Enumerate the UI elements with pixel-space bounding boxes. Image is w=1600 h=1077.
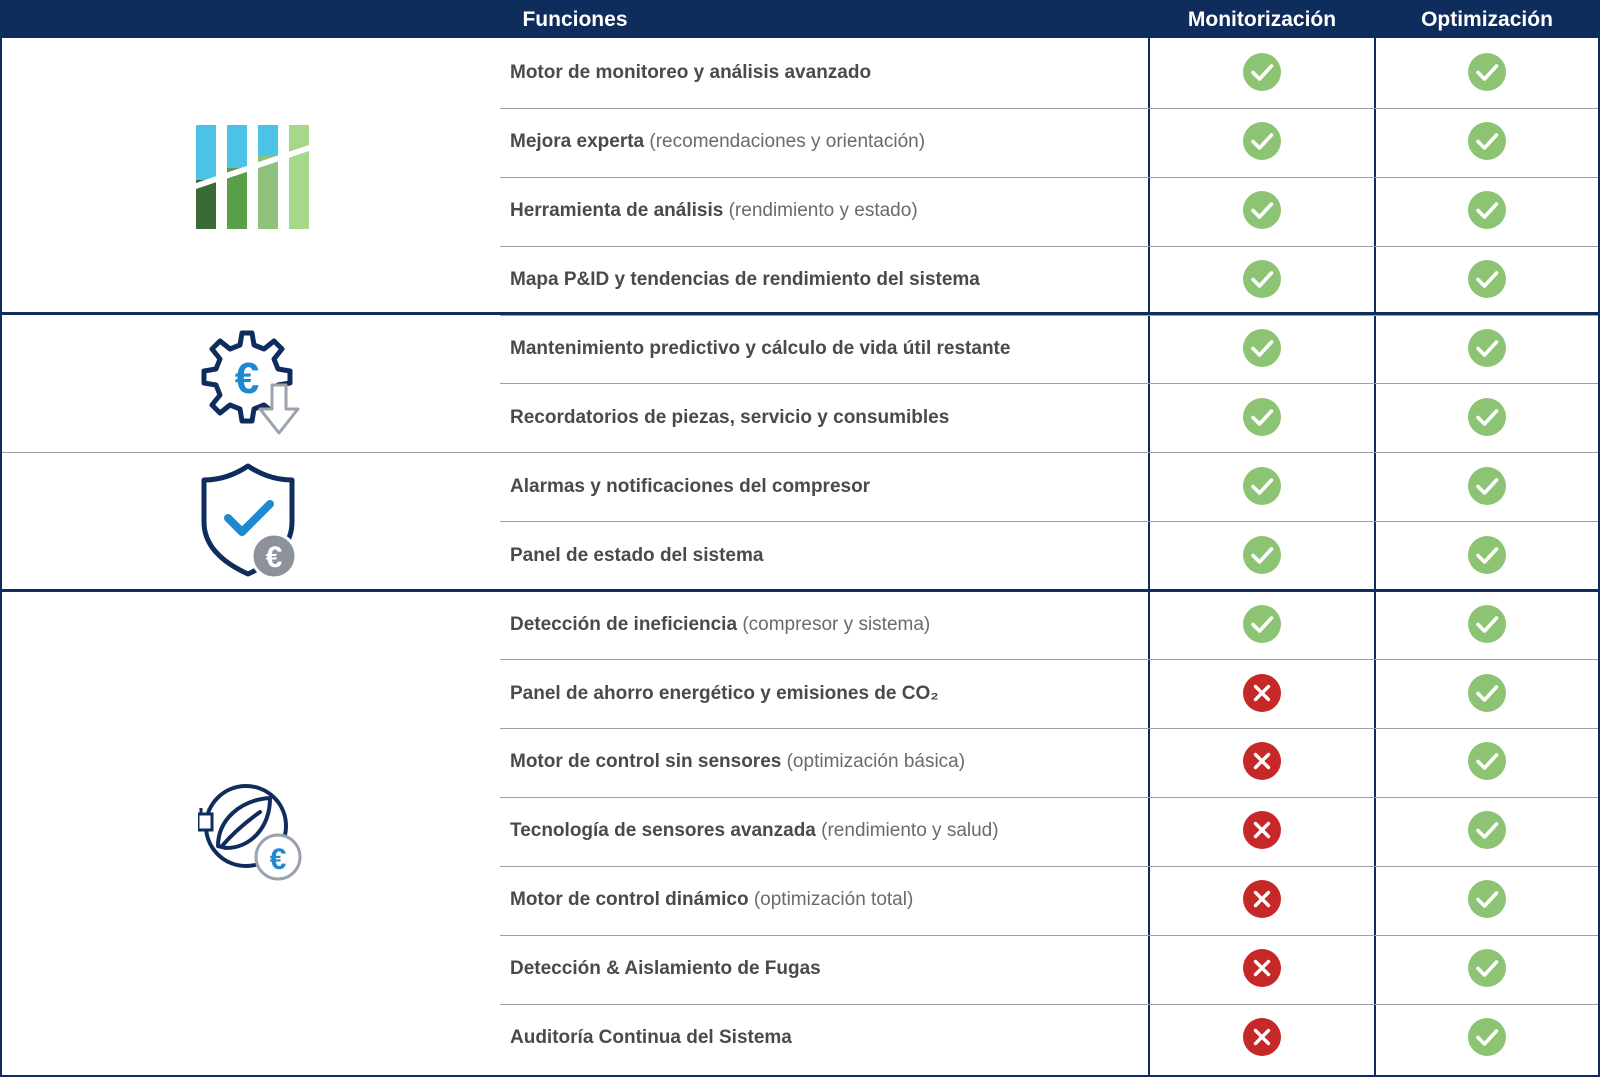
feature-label bbox=[510, 407, 949, 429]
table-header bbox=[2, 2, 1598, 38]
euro-symbol: € bbox=[269, 843, 287, 876]
check-icon bbox=[1468, 674, 1506, 712]
table-row bbox=[2, 40, 1598, 109]
header-optimization: Optimización bbox=[1421, 8, 1553, 31]
feature-name: Tecnología de sensores avanzada bbox=[510, 820, 816, 842]
cross-icon bbox=[1243, 949, 1281, 987]
check-icon bbox=[1468, 742, 1506, 780]
feature-name: Alarmas y notificaciones del compresor bbox=[510, 475, 871, 497]
check-icon bbox=[1243, 191, 1281, 229]
feature-name: Motor de control dinámico bbox=[510, 889, 749, 911]
feature-name: Mejora experta bbox=[510, 131, 645, 153]
feature-name: Panel de estado del sistema bbox=[510, 544, 764, 566]
feature-label bbox=[510, 545, 763, 567]
cross-icon bbox=[1243, 674, 1281, 712]
feature-label bbox=[510, 269, 980, 291]
feature-label bbox=[510, 958, 821, 980]
feature-name: Detección & Aislamiento de Fugas bbox=[510, 958, 821, 980]
bar-chart-icon bbox=[196, 125, 314, 229]
feature-label bbox=[510, 131, 925, 153]
check-icon bbox=[1243, 260, 1281, 298]
check-icon bbox=[1468, 53, 1506, 91]
check-icon bbox=[1468, 329, 1506, 367]
euro-symbol: € bbox=[265, 541, 283, 574]
feature-label bbox=[510, 62, 871, 84]
feature-name: Detección de ineficiencia bbox=[510, 613, 738, 635]
feature-name: Motor de monitoreo y análisis avanzado bbox=[510, 62, 872, 84]
leaf-plug-euro-icon bbox=[198, 782, 308, 882]
cross-icon bbox=[1243, 880, 1281, 918]
table-row bbox=[2, 936, 1598, 1005]
feature-name: Mantenimiento predictivo y cálculo de vida útil restante bbox=[510, 338, 1011, 360]
feature-label bbox=[510, 889, 913, 911]
check-icon bbox=[1243, 536, 1281, 574]
feature-note: (optimización básica) bbox=[786, 751, 966, 773]
check-icon bbox=[1468, 398, 1506, 436]
check-icon bbox=[1468, 536, 1506, 574]
table-row bbox=[2, 1005, 1598, 1074]
header-monitoring: Monitorización bbox=[1187, 8, 1337, 31]
header-features: Funciones bbox=[522, 8, 628, 31]
feature-label bbox=[510, 683, 939, 705]
feature-label bbox=[510, 476, 870, 498]
table-row bbox=[2, 591, 1598, 660]
check-icon bbox=[1468, 191, 1506, 229]
group-separator bbox=[2, 589, 1598, 592]
check-icon bbox=[1468, 1018, 1506, 1056]
feature-label bbox=[510, 820, 999, 842]
feature-label bbox=[510, 614, 930, 636]
feature-label bbox=[510, 338, 1010, 360]
check-icon bbox=[1243, 53, 1281, 91]
check-icon bbox=[1468, 122, 1506, 160]
check-icon bbox=[1468, 467, 1506, 505]
feature-label bbox=[510, 751, 965, 773]
check-icon bbox=[1468, 260, 1506, 298]
check-icon bbox=[1468, 949, 1506, 987]
cross-icon bbox=[1243, 742, 1281, 780]
feature-note: (optimización total) bbox=[753, 889, 914, 911]
group-separator bbox=[2, 452, 1598, 453]
feature-note: (rendimiento y salud) bbox=[821, 820, 999, 842]
cross-icon bbox=[1243, 1018, 1281, 1056]
check-icon bbox=[1243, 605, 1281, 643]
check-icon bbox=[1468, 605, 1506, 643]
feature-label bbox=[510, 200, 918, 222]
feature-name: Mapa P&ID y tendencias de rendimiento del sistema bbox=[510, 269, 980, 291]
group-separator bbox=[2, 312, 1598, 315]
feature-label bbox=[510, 1027, 792, 1049]
feature-name: Panel de ahorro energético y emisiones de CO₂ bbox=[510, 682, 939, 704]
feature-note: (rendimiento y estado) bbox=[728, 200, 918, 222]
feature-name: Herramienta de análisis bbox=[510, 200, 724, 222]
feature-note: (compresor y sistema) bbox=[742, 613, 931, 635]
check-icon bbox=[1243, 398, 1281, 436]
shield-check-euro-icon bbox=[200, 462, 304, 582]
cross-icon bbox=[1243, 811, 1281, 849]
euro-symbol: € bbox=[234, 354, 260, 403]
check-icon bbox=[1243, 329, 1281, 367]
feature-note: (recomendaciones y orientación) bbox=[649, 131, 926, 153]
check-icon bbox=[1243, 122, 1281, 160]
gear-euro-down-icon bbox=[194, 329, 309, 439]
check-icon bbox=[1468, 880, 1506, 918]
feature-name: Auditoría Continua del Sistema bbox=[510, 1027, 792, 1049]
table-row bbox=[2, 247, 1598, 316]
feature-name: Recordatorios de piezas, servicio y consumibles bbox=[510, 406, 950, 428]
check-icon bbox=[1468, 811, 1506, 849]
table-row bbox=[2, 660, 1598, 729]
feature-name: Motor de control sin sensores bbox=[510, 751, 782, 773]
check-icon bbox=[1243, 467, 1281, 505]
